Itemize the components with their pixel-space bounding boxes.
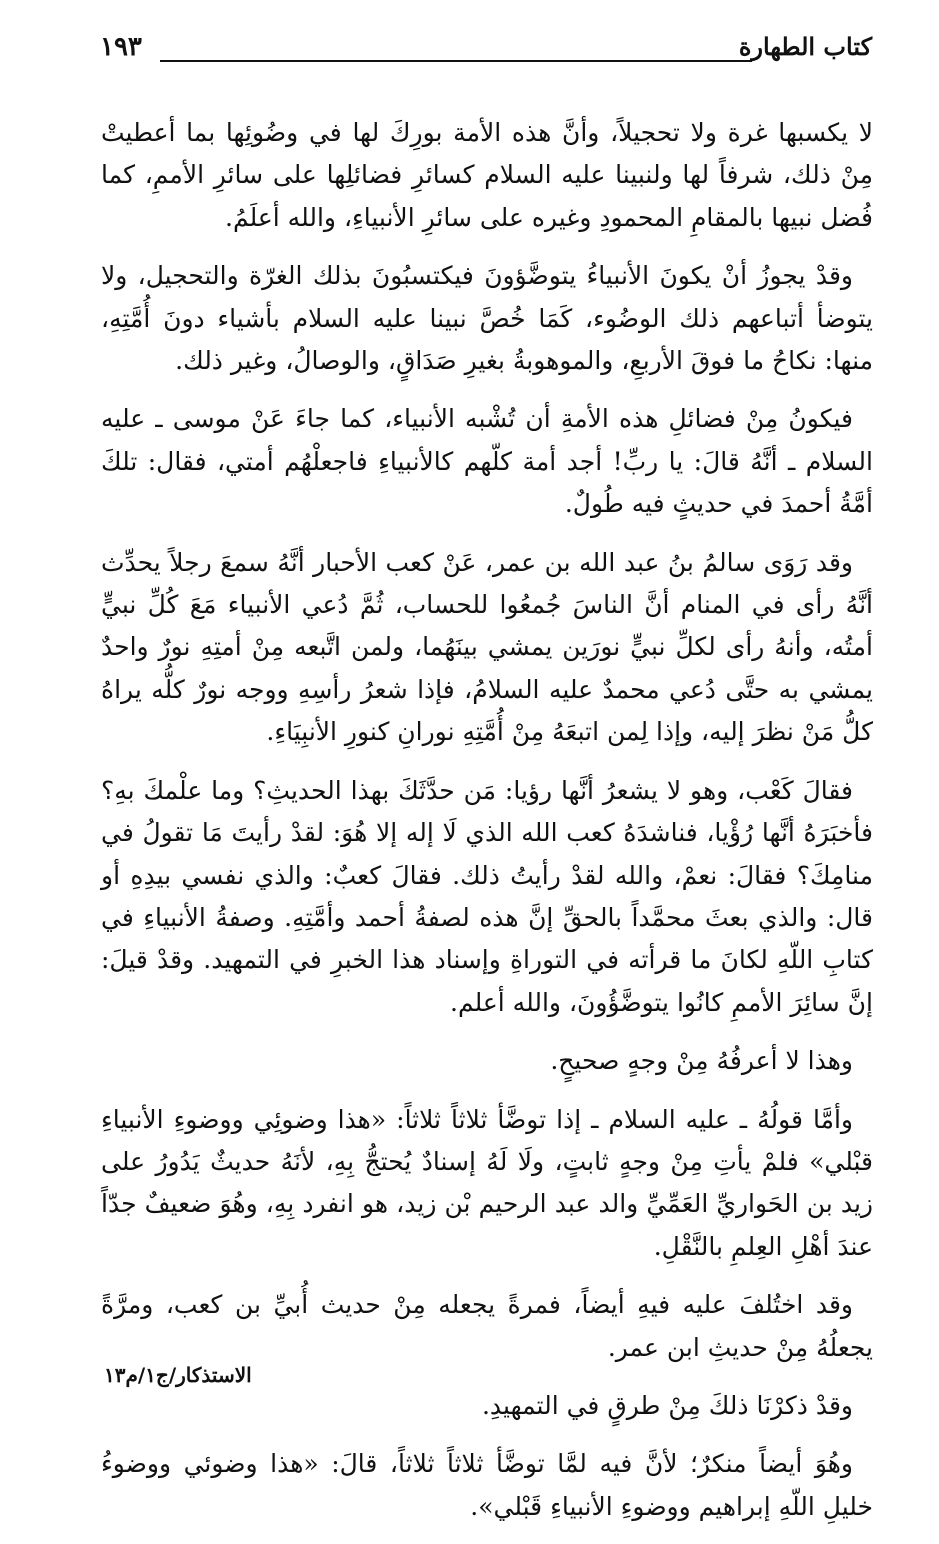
paragraph-6: وهذا لا أعرفُهُ مِنْ وجهٍ صحيحٍ. xyxy=(550,1046,853,1076)
paragraph-8: وقد اختُلفَ عليه فيهِ أيضاً، فمرةً يجعله مِنْ حديث أُبيِّ بن كعب، ومرَّةً يجعلُهُ مِنْ حديثِ ابن عمر. xyxy=(101,1290,873,1362)
paragraph-1: لا يكسبها غرة ولا تحجيلاً، وأنَّ هذه الأمة بورِكَ لها في وضُوئِها بما أعطيتْ مِنْ ذلك، شرفاً لها ولنبينا عليه السلام كسائرِ فضائلِها على سائرِ الأممِ، كما فُضل نبيها بالمقامِ المحمودِ وغيره على سائرِ الأنبياءِ، والله أعلَمُ. xyxy=(101,118,873,232)
paragraph-5: فقالَ كَعْب، وهو لا يشعرُ أنَّها رؤيا: مَن حدَّثَكَ بهذا الحديثِ؟ وما علْمكَ بهِ؟ فأخبَرَهُ أنَّها رُؤْيا، فناشدَهُ كعب الله الذي لَا إله إلا هُوَ: لقدْ رأيتَ مَا تقولُ في منامِكَ؟ فقالَ: نعمْ، والله لقدْ رأيتُ ذلك. فقالَ كعبٌ: والذي نفسي بيدِهِ أو قال: والذي بعثَ محمَّداً بالحقِّ إنَّ هذه لصفةُ أحمد وأمَّتِهِ. وصفةُ الأنبياءِ في كتابِ اللّهِ لكانَ ما قرأته في التوراةِ وإسناد هذا الخبرِ في التمهيد. وقدْ قيلَ: إنَّ سائِرَ الأممِ كانُوا يتوضَّؤُونَ، والله أعلم. xyxy=(101,775,873,1017)
paragraph-10: وهُوَ أيضاً منكرٌ؛ لأنَّ فيه لمَّا توضَّأ ثلاثاً ثلاثاً، قالَ: «هذا وضوئي ووضوءُ خليلِ اللّهِ إبراهيم ووضوءِ الأنبياءِ قَبْلي». xyxy=(101,1449,873,1521)
running-header xyxy=(100,32,872,68)
book-title: كتاب الطهارة xyxy=(738,32,872,61)
paragraph-7: وأمَّا قولُهُ ـ عليه السلام ـ إذا توضَّأ ثلاثاً ثلاثاً: «هذا وضوئِي ووضوءِ الأنبياءِ قبْلي» فلمْ يأتِ مِنْ وجهٍ ثابتٍ، ولَا لَهُ إسنادٌ يُحتجُّ بِهِ، لأنَهُ حديثٌ يَدُورُ على زيد بن الحَواريِّ العَمِّيِّ والد عبد الرحيم بْن زيد، هو انفرد بِهِ، وهُوَ ضعيفٌ جدّاً عندَ أهْلِ العِلمِ بالنَّقْلِ. xyxy=(101,1104,873,1261)
paragraph-2: وقدْ يجوزُ أنْ يكونَ الأنبياءُ يتوضَّؤونَ فيكتسبُونَ بذلك الغرّة والتحجيل، ولا يتوضأ أتباعهم ذلك الوضُوء، كَمَا خُصَّ نبينا عليه السلام بأشياء دونَ أُمَّتِهِ، منها: نكاحُ ما فوقَ الأربعِ، والموهوبةُ بغيرِ صَدَاقٍ، والوصالُ، وغير ذلك. xyxy=(101,261,873,376)
body-text xyxy=(101,112,873,1544)
paragraph-4: وقد رَوَى سالمُ بنُ عبد الله بن عمر، عَنْ كعب الأحبار أنَّهُ سمعَ رجلاً يحدِّث أنَّهُ رأى في المنام أنَّ الناسَ جُمعُوا للحساب، ثُمَّ دُعي الأنبياء مَعَ كُلِّ نبيٍّ أمتُه، وأنهُ رأى لكلِّ نبيٍّ نورَين يمشي بينَهُما، ولمن اتَّبعه مِنْ أمتِهِ نورٌ واحدٌ يمشي به حتَّى دُعي محمدٌ عليه السلامُ، فإذا شعرُ رأسِهِ ووجه نورٌ كلُّه يراهُ كلُّ مَنْ نظرَ إليه، وإذا لِمن اتبعَهُ مِنْ أُمَّتِهِ نورانِ كنورِ الأنبِيَاءِ. xyxy=(101,547,873,747)
page-number: ١٩٣ xyxy=(100,32,142,62)
paragraph-3: فيكونُ مِنْ فضائلِ هذه الأمةِ أن تُشْبه الأنبياء، كما جاءَ عَنْ موسى ـ عليه السلام ـ أنَّهُ قالَ: يا ربِّ! أجد أمة كلّهم كالأنبياءِ فاجعلْهُم أمتي، فقال: تلكَ أمَّةُ أحمدَ في حديثٍ فيه طُولٌ. xyxy=(101,404,873,519)
footer-signature: الاستذكار/ج١/م١٣ xyxy=(104,1363,252,1387)
paragraph-9: وقدْ ذكرْنَا ذلكَ مِنْ طرقٍ في التمهيدِ. xyxy=(481,1390,853,1420)
header-rule xyxy=(160,60,752,62)
